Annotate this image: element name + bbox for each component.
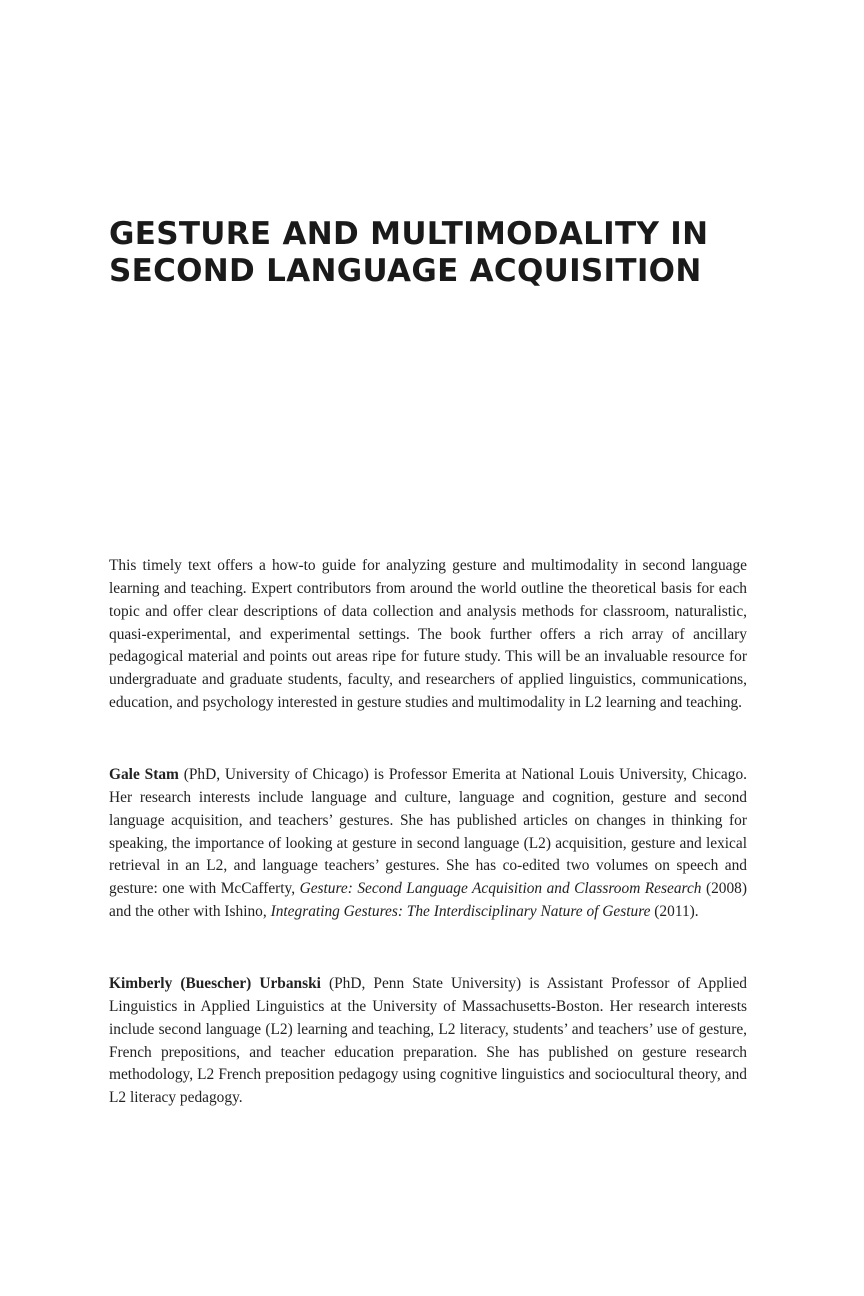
book-title-line-2: SECOND LANGUAGE ACQUISITION bbox=[109, 253, 702, 289]
author-bio-gale-stam bbox=[109, 764, 747, 924]
book-reference-title: Gesture: Second Language Acquisition and Classroom Research bbox=[299, 880, 702, 898]
book-title-line-1: GESTURE AND MULTIMODALITY IN bbox=[109, 216, 709, 252]
book-title bbox=[109, 216, 769, 290]
author-bio-text: (2008) and the other with Ishino, bbox=[109, 880, 747, 921]
author-bio-text: (PhD, University of Chicago) is Professor Emerita at National Louis University, Chicago. Her research interests include language and culture, language and cognition, gesture and second language acquisition, and teachers’ gestures. She has published articles on changes in thinking for speaking, the importance of looking at gesture in second language (L2) acquisition, gesture and lexical retrieval in an L2, and language teachers’ gestures. She has co-edited two volumes on speech and gesture: one with McCafferty, bbox=[109, 766, 747, 898]
book-reference-title: Integrating Gestures: The Interdisciplinary Nature of Gesture bbox=[270, 903, 651, 921]
book-description: This timely text offers a how-to guide for analyzing gesture and multimodality in second language learning and teaching. Expert contributors from around the world outline the theoretical basis for each topic and offer clear descriptions of data collection and analysis methods for classroom, naturalistic, quasi-experimental, and experimental settings. The book further offers a rich array of ancillary pedagogical material and points out areas ripe for future study. This will be an invaluable resource for undergraduate and graduate students, faculty, and researchers of applied linguistics, communications, education, and psychology interested in gesture studies and multimodality in L2 learning and teaching. bbox=[109, 557, 747, 712]
author-name: Gale Stam bbox=[109, 766, 179, 783]
author-name: Kimberly (Buescher) Urbanski bbox=[109, 975, 321, 992]
author-bio-text: (2011). bbox=[650, 903, 699, 921]
author-bio-kimberly-urbanski bbox=[109, 973, 747, 1110]
author-bio-text: (PhD, Penn State University) is Assistant Professor of Applied Linguistics in Applied Linguistics at the University of Massachusetts-Boston. Her research interests include second language (L2) learning and teaching, L2 literacy, students’ and teachers’ use of gesture, French prepositions, and teacher education preparation. She has published on gesture research methodology, L2 French preposition pedagogy using cognitive linguistics and sociocultural theory, and L2 literacy pedagogy. bbox=[109, 975, 747, 1107]
